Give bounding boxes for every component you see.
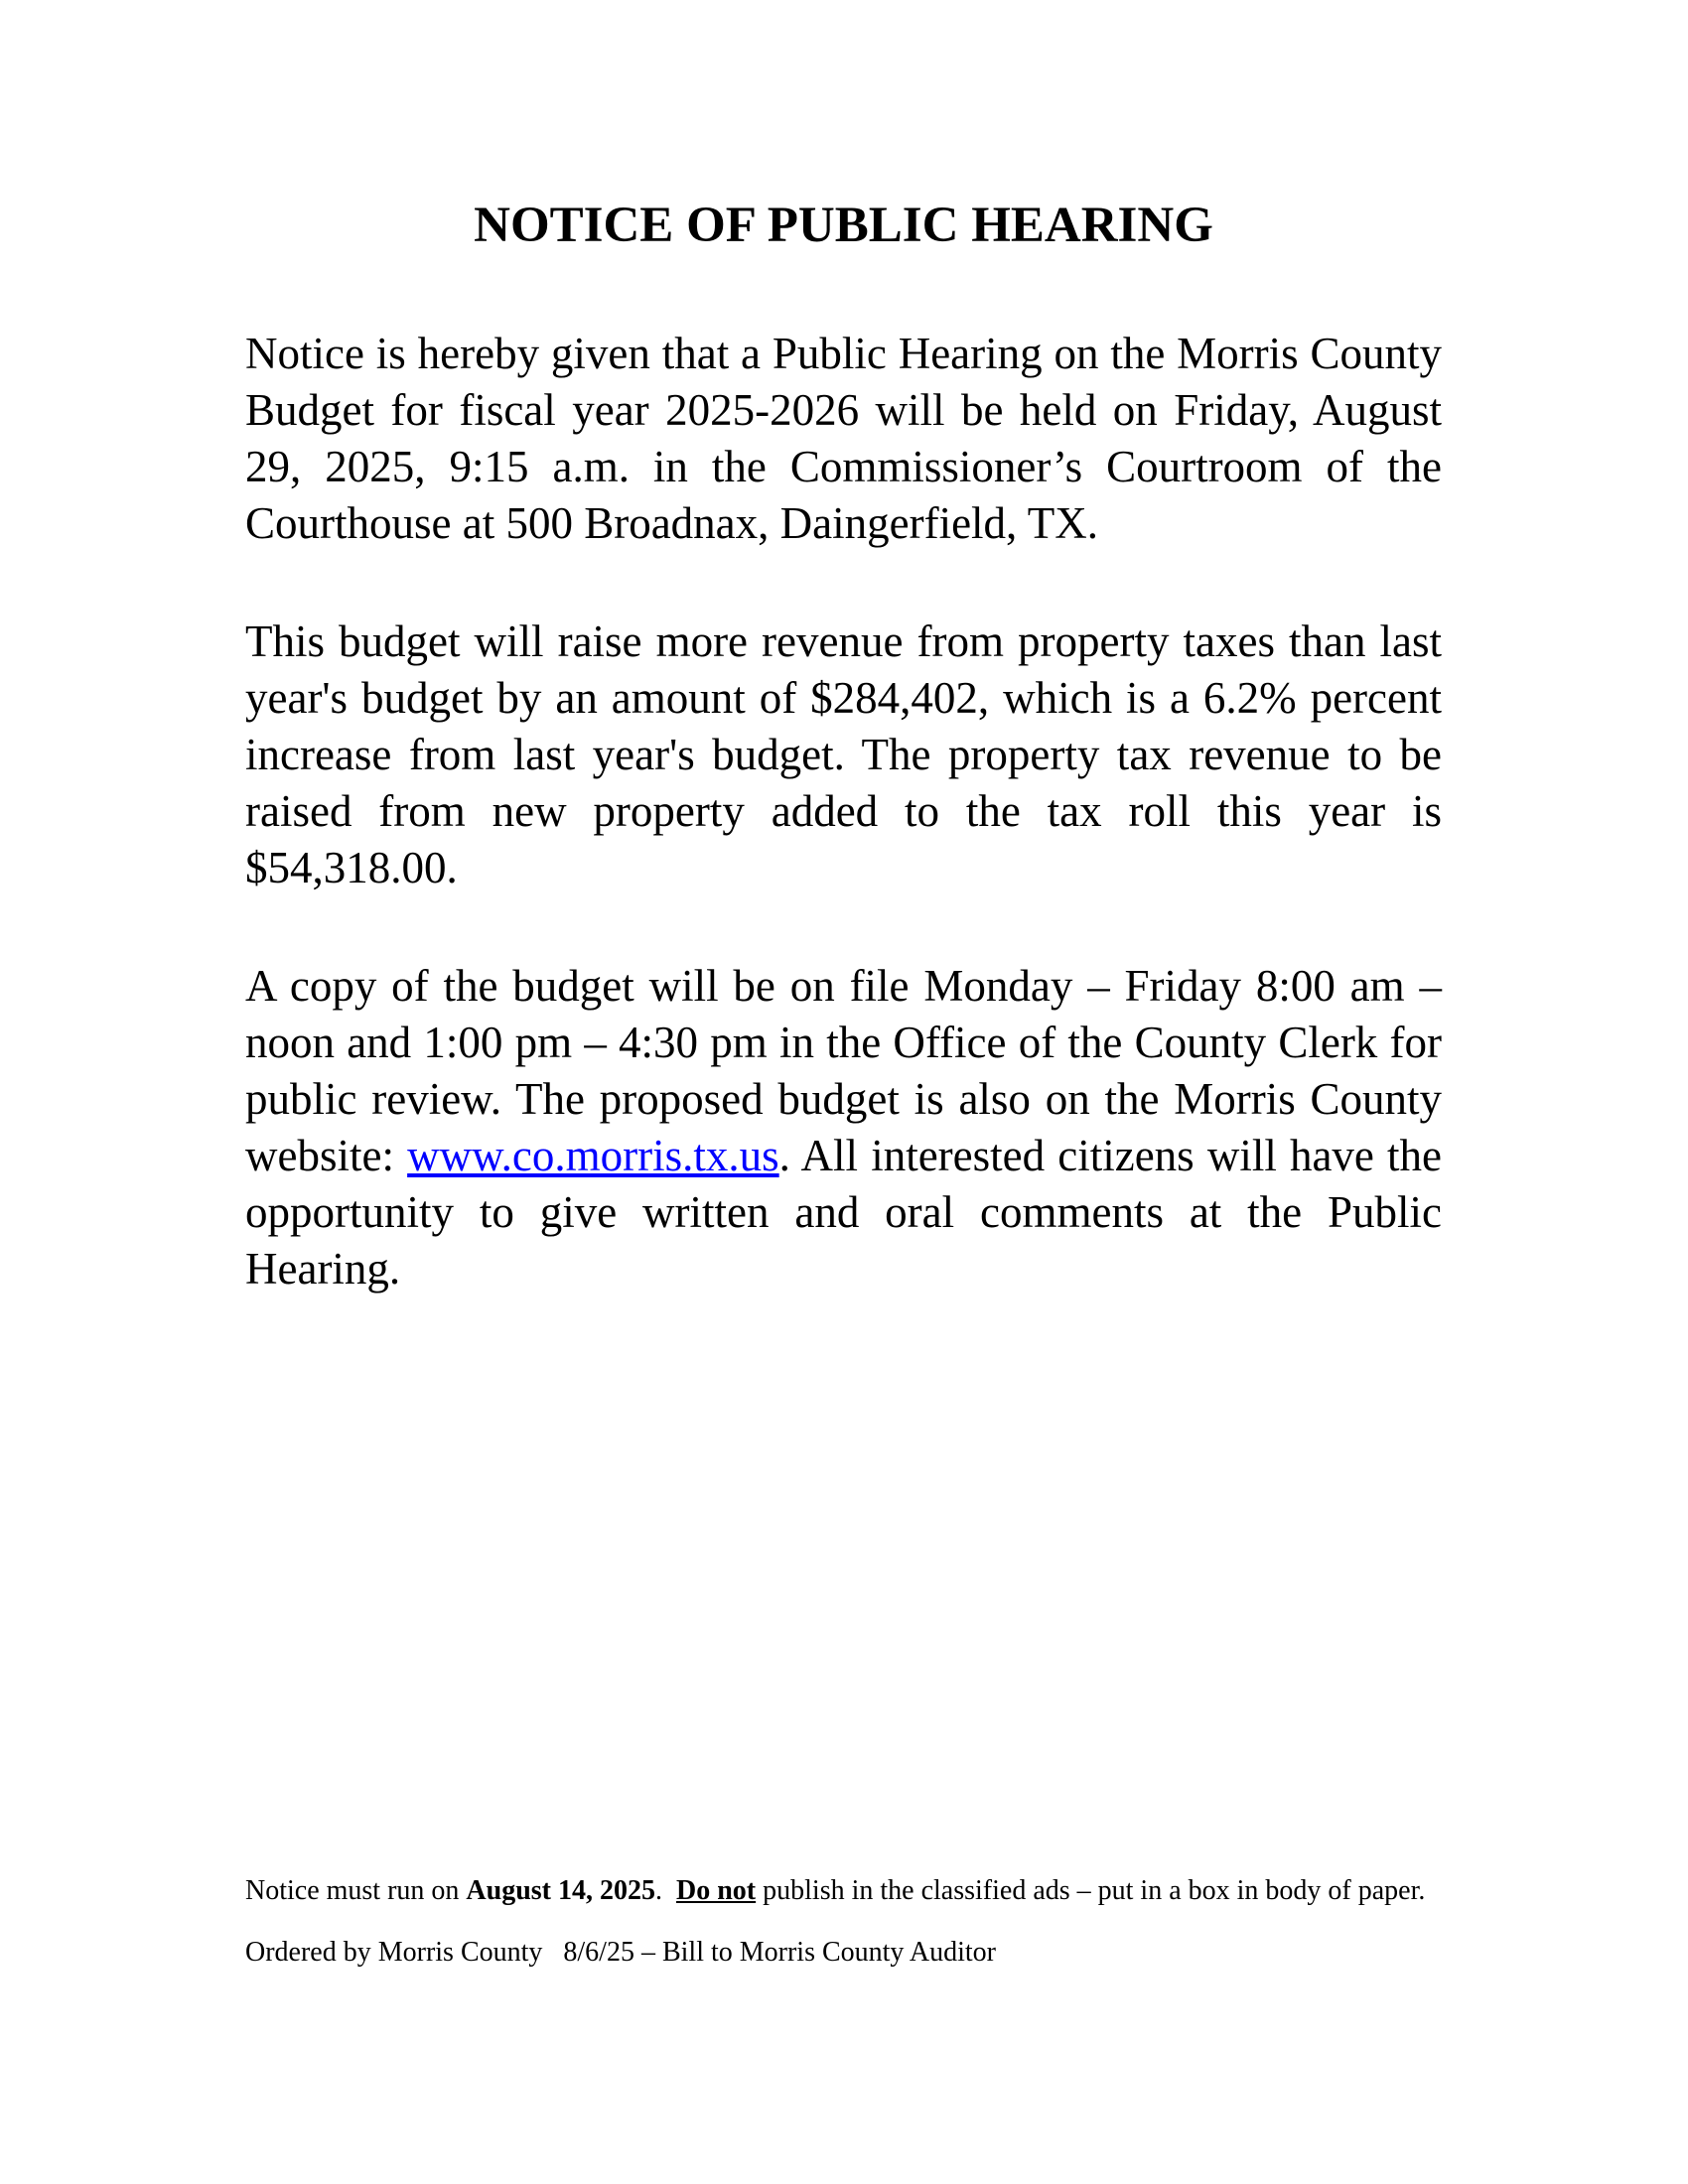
footer-run-suffix: publish in the classified ads – put in a box in body of paper. (756, 1875, 1426, 1906)
footer-run-separator: . (655, 1875, 677, 1906)
notice-content (245, 198, 1442, 1359)
paragraph-budget-availability-lead: A copy of the budget will be on file Monday – Friday 8:00 am –noon and 1:00 pm – 4:30 pm in the Office of the County Clerk for public review. The proposed budget is also on the Morris County website: (245, 961, 1442, 1180)
paragraph-budget-availability-tail: . All interested citizens will have the opportunity to give written and oral comments at the Public Hearing. (245, 1131, 1443, 1294)
page-title: NOTICE OF PUBLIC HEARING (474, 198, 1213, 253)
footer-run-prefix: Notice must run on (245, 1875, 467, 1906)
paragraph-hearing-details: Notice is hereby given that a Public Hearing on the Morris County Budget for fiscal year 2025-2026 will be held on Friday, August 29, 2025, 9:15 a.m. in the Commissioner’s Courtroom of the Courthouse at 500 Broadnax, Daingerfield, TX. (245, 329, 1442, 548)
county-website-link[interactable]: www.co.morris.tx.us (407, 1131, 779, 1180)
paragraph-budget-availability (245, 958, 1442, 1297)
footer-ordered-by: Ordered by Morris County 8/6/25 – Bill to Morris County Auditor (245, 1937, 996, 1968)
footer-run-date: August 14, 2025 (466, 1875, 656, 1906)
footer-do-not-emphasis: Do not (676, 1875, 757, 1906)
paragraph-budget-revenue: This budget will raise more revenue from property taxes than last year's budget by an amount of $284,402, which is a 6.2% percent increase from last year's budget. The property tax revenue to be raised from new property added to the tax roll this year is $54,318.00. (245, 616, 1442, 892)
footer-publish-instructions (245, 1873, 1566, 1909)
